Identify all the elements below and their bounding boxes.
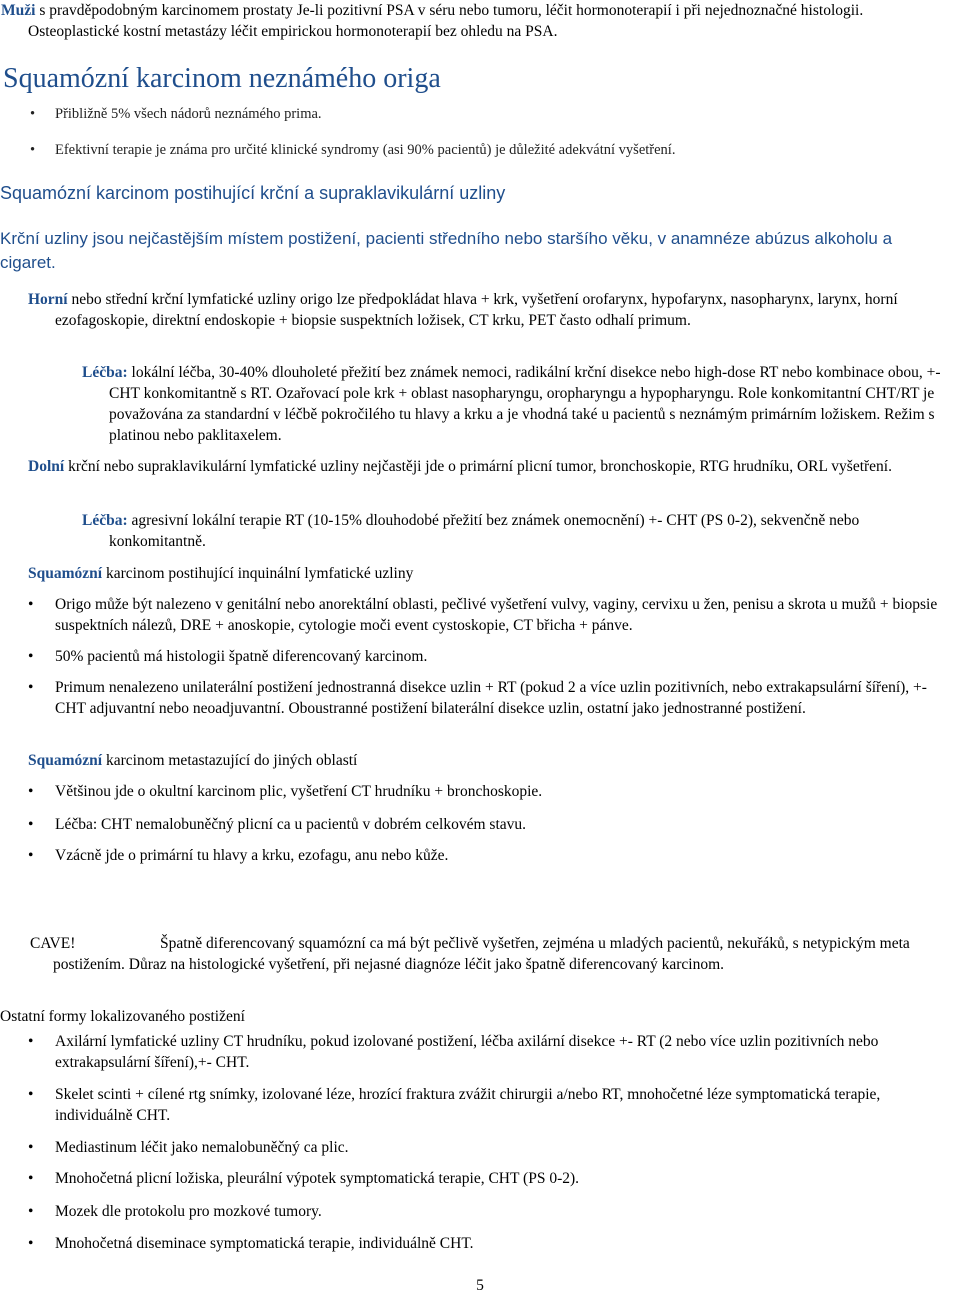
dolni-text: krční nebo supraklavikulární lymfatické uzliny nejčastěji jde o primární plicní tumor, bronchoskopie, RTG hrudníku, ORL vyšetření. (64, 458, 892, 475)
bullet-mark: • (28, 648, 34, 665)
lecba2-bold: Léčba: (82, 512, 128, 529)
horni-bold: Horní (28, 291, 68, 308)
bullet-mark: • (28, 1235, 34, 1252)
list-item-text: Origo může být nalezeno v genitální nebo anorektální oblasti, pečlivé vyšetření vulvy, vaginy, cervixu u žen, penisu a skrota u mužů + biopsie suspektních nálezů, DRE + anoskopie, cytologie moči event cystoskopie, CT břicha + pánve. (55, 596, 938, 634)
bullet-mark: • (28, 679, 34, 696)
inguinal-heading-bold: Squamózní (28, 565, 103, 582)
list-item-text: Skelet scinti + cílené rtg snímky, izolované léze, hrozící fraktura zvážit chirurgii a/nebo RT, mnohočetné léze symptomatická terapie, individuálně CHT. (55, 1086, 881, 1124)
page-number: 5 (476, 1277, 484, 1294)
list-item-text: Většinou jde o okultní karcinom plic, vyšetření CT hrudníku + bronchoskopie. (55, 783, 543, 800)
bullet-mark: • (28, 847, 34, 864)
top-bullet-text: Přibližně 5% všech nádorů neznámého prima. (55, 106, 322, 122)
horni-paragraph (28, 289, 935, 331)
list-item-text: Léčba: CHT nemalobuněčný plicní ca u pacientů v dobrém celkovém stavu. (55, 816, 527, 833)
inguinal-heading-rest: karcinom postihující inquinální lymfatické uzliny (102, 565, 414, 582)
bullet-mark: • (28, 1139, 34, 1156)
bullet-mark: • (28, 816, 34, 833)
metast-heading-rest: karcinom metastazující do jiných oblastí (102, 752, 358, 769)
lecba1-bold: Léčba: (82, 364, 128, 381)
bullet-mark: • (28, 596, 34, 613)
lecba1-text: lokální léčba, 30-40% dlouholeté přežití bez známek nemoci, radikální krční disekce nebo high-dose RT nebo kombinace obou, +- CHT konkomitantně s RT. Ozařovací pole krk + oblast nasopharyngu, oropharyngu a hypopharyngu. Role konkomitantní CHT/RT je považována za standardní v léčbě pokročilého tu hlavy a krku a je vhodná také u pacientů s neznámým primárním ložiskem. Režim s platinou nebo paklitaxelem. (109, 364, 941, 444)
inguinal-heading (28, 563, 933, 584)
dolni-paragraph (28, 456, 950, 477)
list-item-text: Mediastinum léčit jako nemalobuněčný ca plic. (55, 1139, 349, 1156)
sub-heading: Squamózní karcinom postihující krční a supraklavikulární uzliny (0, 183, 506, 203)
list-item-text: Mnohočetná plicní ložiska, pleurální výpotek symptomatická terapie, CHT (PS 0-2). (55, 1170, 580, 1187)
bullet-mark: • (30, 142, 36, 158)
bullet-mark: • (28, 1086, 34, 1103)
list-item-text: Axilární lymfatické uzliny CT hrudníku, pokud izolované postižení, léčba axilární disekce +- RT (2 nebo více uzlin pozitivních nebo extrakapsulární šíření),+- CHT. (55, 1033, 879, 1071)
dolni-bold: Dolní (28, 458, 65, 475)
cave-label: CAVE! (30, 935, 76, 952)
krcni-uzliny-paragraph: Krční uzliny jsou nejčastějším místem postižení, pacienti středního nebo staršího věku, v anamnéze abúzus alkoholu a cigaret. (0, 229, 893, 272)
intro-text: s pravděpodobným karcinomem prostaty Je-li pozitivní PSA v séru nebo tumoru, léčit hormonoterapií i při nejednoznačné histologii. Osteoplastické kostní metastázy léčit empirickou hormonoterapií bez ohledu na PSA. (28, 2, 864, 40)
lecba2-text: agresivní lokální terapie RT (10-15% dlouhodobé přežití bez známek onemocnění) +- CHT (PS 0-2), sekvenčně nebo konkomitantně. (109, 512, 860, 550)
bullet-mark: • (30, 106, 36, 122)
list-item-text: 50% pacientů má histologii špatně diferencovaný karcinom. (55, 648, 428, 665)
metast-heading (28, 750, 933, 771)
cave-text: Špatně diferencovaný squamózní ca má být pečlivě vyšetřen, zejména u mladých pacientů, nekuřáků, s netypickým meta postižením. Důraz na histologické vyšetření, při nejasné diagnóze léčit jako špatně diferencovaný karcinom. (53, 935, 910, 973)
list-item-text: Mnohočetná diseminace symptomatická terapie, individuálně CHT. (55, 1235, 474, 1252)
lecba1-paragraph (82, 362, 951, 446)
metast-heading-bold: Squamózní (28, 752, 103, 769)
list-item-text: Vzácně jde o primární tu hlavy a krku, ezofagu, anu nebo kůže. (55, 847, 449, 864)
bullet-mark: • (28, 1033, 34, 1050)
horni-text: nebo střední krční lymfatické uzliny origo lze předpokládat hlava + krk, vyšetření orofarynx, hypofarynx, nasopharynx, larynx, horní ezofagoskopie, direktní endoskopie + biopsie suspektních ložisek, CT krku, PET často odhalí primum. (55, 291, 898, 329)
bullet-mark: • (28, 1203, 34, 1220)
top-bullet-text: Efektivní terapie je známa pro určité klinické syndromy (asi 90% pacientů) je důležité adekvátní vyšetření. (55, 142, 676, 158)
bullet-mark: • (28, 1170, 34, 1187)
intro-bold: Muži (1, 2, 36, 19)
other-heading: Ostatní formy lokalizovaného postižení (0, 1008, 245, 1025)
list-item-text: Mozek dle protokolu pro mozkové tumory. (55, 1203, 322, 1220)
bullet-mark: • (28, 783, 34, 800)
main-heading: Squamózní karcinom neznámého origa (3, 63, 441, 94)
lecba2-paragraph (82, 510, 954, 552)
intro-paragraph (1, 0, 956, 42)
list-item-text: Primum nenalezeno unilaterální postižení jednostranná disekce uzlin + RT (pokud 2 a více uzlin pozitivních, nebo extrakapsulární šíření), +- CHT adjuvantní nebo neoadjuvantní. Oboustranné postižení bilaterální disekce uzlin, ostatní jako jednostranné postižení. (55, 679, 927, 717)
